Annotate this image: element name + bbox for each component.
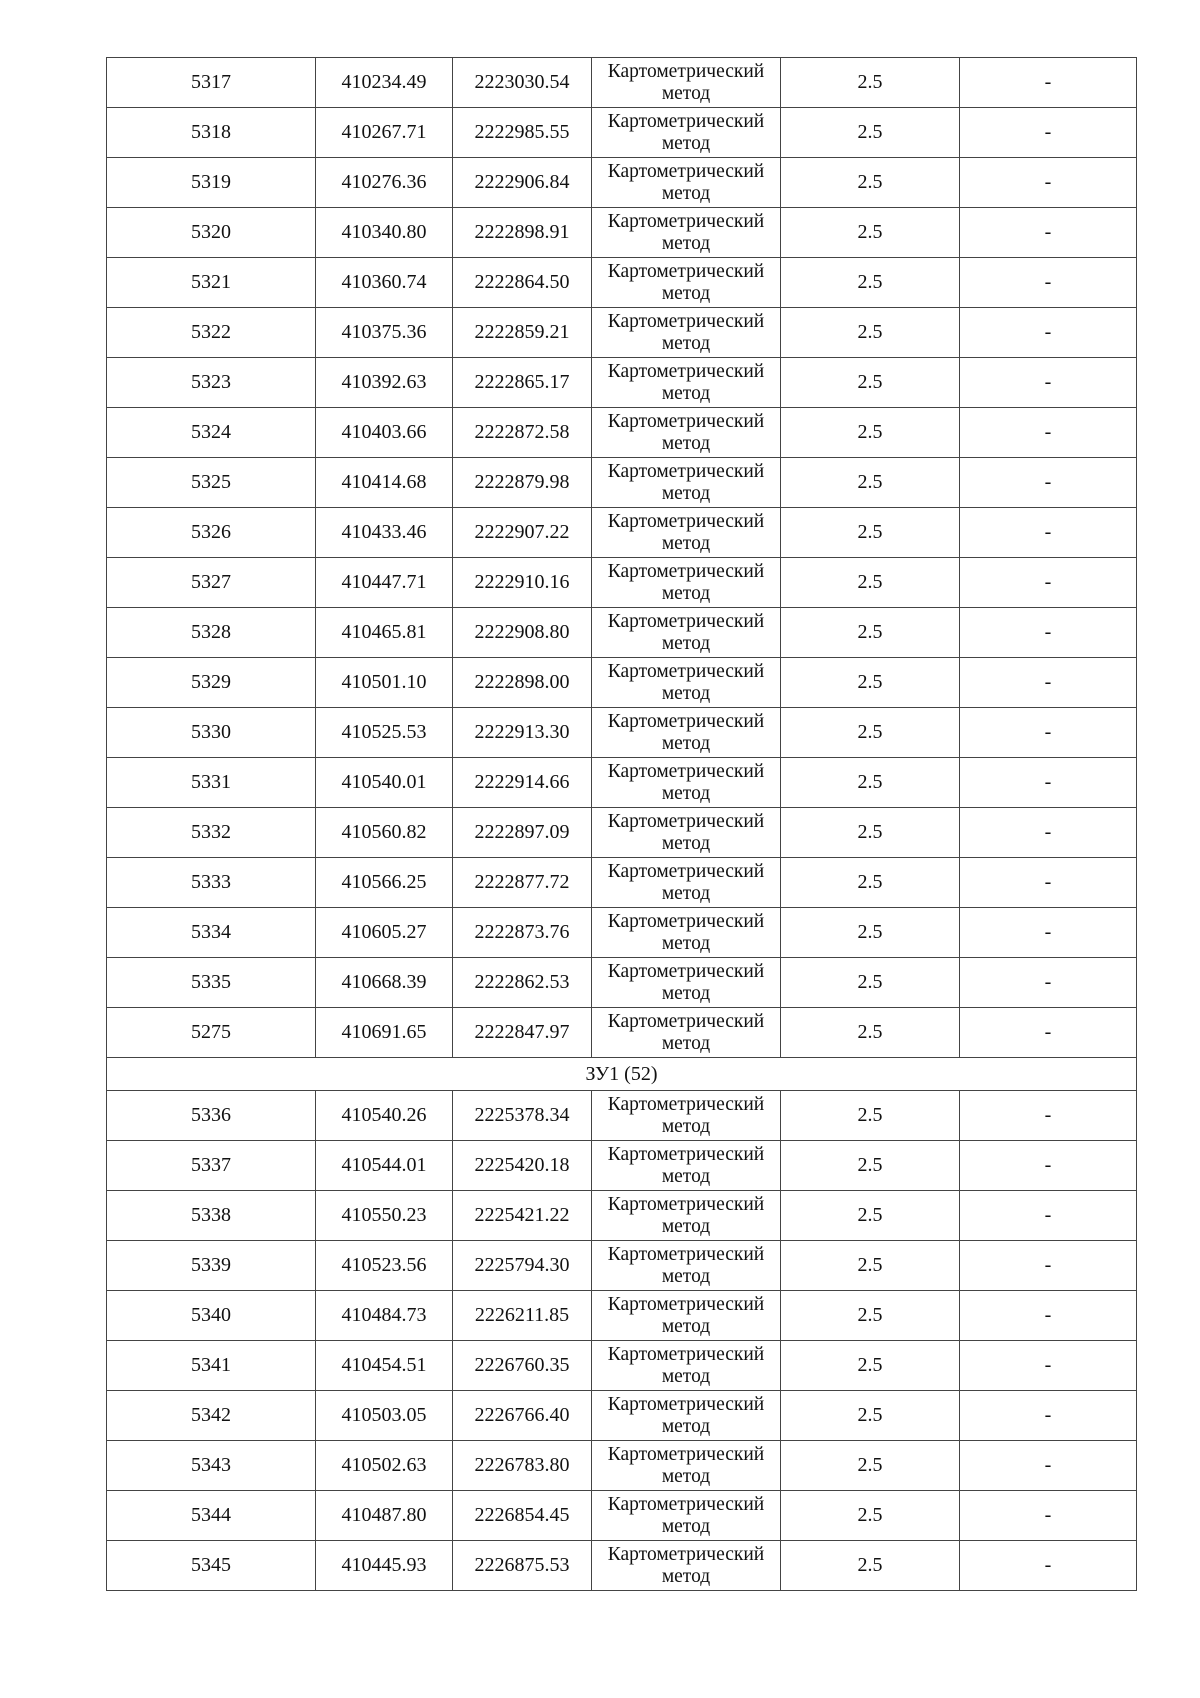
accuracy-cell: 2.5 <box>781 308 960 358</box>
x-coordinate-cell: 410544.01 <box>316 1141 453 1191</box>
y-coordinate-cell: 2222910.16 <box>453 558 592 608</box>
description-cell: - <box>960 708 1137 758</box>
method-cell: Картометрический метод <box>592 258 781 308</box>
x-coordinate-cell: 410375.36 <box>316 308 453 358</box>
accuracy-cell: 2.5 <box>781 708 960 758</box>
method-cell: Картометрический метод <box>592 558 781 608</box>
description-cell: - <box>960 408 1137 458</box>
x-coordinate-cell: 410501.10 <box>316 658 453 708</box>
method-cell: Картометрический метод <box>592 58 781 108</box>
point-number-cell: 5330 <box>107 708 316 758</box>
description-cell: - <box>960 1491 1137 1541</box>
section-title: ЗУ1 (52) <box>107 1058 1137 1091</box>
y-coordinate-cell: 2222859.21 <box>453 308 592 358</box>
x-coordinate-cell: 410560.82 <box>316 808 453 858</box>
method-cell: Картометрический метод <box>592 108 781 158</box>
x-coordinate-cell: 410276.36 <box>316 158 453 208</box>
description-cell: - <box>960 608 1137 658</box>
accuracy-cell: 2.5 <box>781 958 960 1008</box>
description-cell: - <box>960 1008 1137 1058</box>
accuracy-cell: 2.5 <box>781 1091 960 1141</box>
x-coordinate-cell: 410414.68 <box>316 458 453 508</box>
section-2-header <box>107 1058 1137 1091</box>
section-title-row <box>107 1058 1137 1091</box>
accuracy-cell: 2.5 <box>781 1291 960 1341</box>
method-cell: Картометрический метод <box>592 1008 781 1058</box>
description-cell: - <box>960 208 1137 258</box>
method-cell: Картометрический метод <box>592 1441 781 1491</box>
point-number-cell: 5345 <box>107 1541 316 1591</box>
description-cell: - <box>960 1541 1137 1591</box>
accuracy-cell: 2.5 <box>781 1541 960 1591</box>
x-coordinate-cell: 410605.27 <box>316 908 453 958</box>
point-number-cell: 5343 <box>107 1441 316 1491</box>
y-coordinate-cell: 2222862.53 <box>453 958 592 1008</box>
x-coordinate-cell: 410484.73 <box>316 1291 453 1341</box>
method-cell: Картометрический метод <box>592 308 781 358</box>
table-row <box>107 1091 1137 1141</box>
x-coordinate-cell: 410487.80 <box>316 1491 453 1541</box>
description-cell: - <box>960 558 1137 608</box>
table-row <box>107 258 1137 308</box>
y-coordinate-cell: 2222865.17 <box>453 358 592 408</box>
y-coordinate-cell: 2222898.91 <box>453 208 592 258</box>
method-cell: Картометрический метод <box>592 758 781 808</box>
method-cell: Картометрический метод <box>592 358 781 408</box>
accuracy-cell: 2.5 <box>781 408 960 458</box>
x-coordinate-cell: 410454.51 <box>316 1341 453 1391</box>
table-row <box>107 358 1137 408</box>
y-coordinate-cell: 2222897.09 <box>453 808 592 858</box>
table-row <box>107 1141 1137 1191</box>
description-cell: - <box>960 258 1137 308</box>
description-cell: - <box>960 808 1137 858</box>
table-row <box>107 1541 1137 1591</box>
accuracy-cell: 2.5 <box>781 858 960 908</box>
accuracy-cell: 2.5 <box>781 758 960 808</box>
x-coordinate-cell: 410525.53 <box>316 708 453 758</box>
table-row <box>107 108 1137 158</box>
method-cell: Картометрический метод <box>592 408 781 458</box>
description-cell: - <box>960 1441 1137 1491</box>
point-number-cell: 5326 <box>107 508 316 558</box>
point-number-cell: 5322 <box>107 308 316 358</box>
point-number-cell: 5328 <box>107 608 316 658</box>
x-coordinate-cell: 410502.63 <box>316 1441 453 1491</box>
x-coordinate-cell: 410267.71 <box>316 108 453 158</box>
table-row <box>107 808 1137 858</box>
description-cell: - <box>960 358 1137 408</box>
x-coordinate-cell: 410465.81 <box>316 608 453 658</box>
accuracy-cell: 2.5 <box>781 908 960 958</box>
table-row <box>107 408 1137 458</box>
table-row <box>107 458 1137 508</box>
point-number-cell: 5331 <box>107 758 316 808</box>
point-number-cell: 5317 <box>107 58 316 108</box>
x-coordinate-cell: 410447.71 <box>316 558 453 608</box>
y-coordinate-cell: 2225421.22 <box>453 1191 592 1241</box>
point-number-cell: 5342 <box>107 1391 316 1441</box>
table-row <box>107 1341 1137 1391</box>
table-row <box>107 508 1137 558</box>
x-coordinate-cell: 410234.49 <box>316 58 453 108</box>
accuracy-cell: 2.5 <box>781 108 960 158</box>
point-number-cell: 5344 <box>107 1491 316 1541</box>
point-number-cell: 5319 <box>107 158 316 208</box>
method-cell: Картометрический метод <box>592 1191 781 1241</box>
y-coordinate-cell: 2226854.45 <box>453 1491 592 1541</box>
section-1-body <box>107 58 1137 1058</box>
x-coordinate-cell: 410392.63 <box>316 358 453 408</box>
description-cell: - <box>960 308 1137 358</box>
description-cell: - <box>960 1391 1137 1441</box>
y-coordinate-cell: 2225794.30 <box>453 1241 592 1291</box>
point-number-cell: 5323 <box>107 358 316 408</box>
accuracy-cell: 2.5 <box>781 808 960 858</box>
y-coordinate-cell: 2222914.66 <box>453 758 592 808</box>
description-cell: - <box>960 58 1137 108</box>
point-number-cell: 5338 <box>107 1191 316 1241</box>
x-coordinate-cell: 410360.74 <box>316 258 453 308</box>
x-coordinate-cell: 410540.01 <box>316 758 453 808</box>
y-coordinate-cell: 2226766.40 <box>453 1391 592 1441</box>
point-number-cell: 5339 <box>107 1241 316 1291</box>
description-cell: - <box>960 1241 1137 1291</box>
y-coordinate-cell: 2226211.85 <box>453 1291 592 1341</box>
description-cell: - <box>960 1341 1137 1391</box>
method-cell: Картометрический метод <box>592 1241 781 1291</box>
description-cell: - <box>960 958 1137 1008</box>
accuracy-cell: 2.5 <box>781 358 960 408</box>
point-number-cell: 5320 <box>107 208 316 258</box>
accuracy-cell: 2.5 <box>781 1341 960 1391</box>
point-number-cell: 5321 <box>107 258 316 308</box>
point-number-cell: 5325 <box>107 458 316 508</box>
y-coordinate-cell: 2226875.53 <box>453 1541 592 1591</box>
y-coordinate-cell: 2223030.54 <box>453 58 592 108</box>
description-cell: - <box>960 908 1137 958</box>
point-number-cell: 5324 <box>107 408 316 458</box>
method-cell: Картометрический метод <box>592 1141 781 1191</box>
method-cell: Картометрический метод <box>592 608 781 658</box>
table-row <box>107 608 1137 658</box>
y-coordinate-cell: 2222879.98 <box>453 458 592 508</box>
y-coordinate-cell: 2222913.30 <box>453 708 592 758</box>
table-row <box>107 1241 1137 1291</box>
y-coordinate-cell: 2226783.80 <box>453 1441 592 1491</box>
method-cell: Картометрический метод <box>592 808 781 858</box>
x-coordinate-cell: 410503.05 <box>316 1391 453 1441</box>
description-cell: - <box>960 758 1137 808</box>
coordinates-table <box>106 57 1137 1591</box>
table-row <box>107 1291 1137 1341</box>
description-cell: - <box>960 158 1137 208</box>
y-coordinate-cell: 2222873.76 <box>453 908 592 958</box>
y-coordinate-cell: 2225378.34 <box>453 1091 592 1141</box>
point-number-cell: 5329 <box>107 658 316 708</box>
method-cell: Картометрический метод <box>592 458 781 508</box>
accuracy-cell: 2.5 <box>781 1391 960 1441</box>
x-coordinate-cell: 410523.56 <box>316 1241 453 1291</box>
description-cell: - <box>960 1291 1137 1341</box>
description-cell: - <box>960 658 1137 708</box>
y-coordinate-cell: 2222847.97 <box>453 1008 592 1058</box>
table-row <box>107 158 1137 208</box>
method-cell: Картометрический метод <box>592 508 781 558</box>
point-number-cell: 5332 <box>107 808 316 858</box>
table-row <box>107 858 1137 908</box>
table-row <box>107 1441 1137 1491</box>
method-cell: Картометрический метод <box>592 1091 781 1141</box>
point-number-cell: 5327 <box>107 558 316 608</box>
method-cell: Картометрический метод <box>592 1391 781 1441</box>
y-coordinate-cell: 2222898.00 <box>453 658 592 708</box>
method-cell: Картометрический метод <box>592 658 781 708</box>
accuracy-cell: 2.5 <box>781 1141 960 1191</box>
accuracy-cell: 2.5 <box>781 1008 960 1058</box>
x-coordinate-cell: 410340.80 <box>316 208 453 258</box>
table-row <box>107 1008 1137 1058</box>
table-row <box>107 558 1137 608</box>
table-row <box>107 908 1137 958</box>
y-coordinate-cell: 2226760.35 <box>453 1341 592 1391</box>
description-cell: - <box>960 1191 1137 1241</box>
section-2-body <box>107 1091 1137 1591</box>
x-coordinate-cell: 410668.39 <box>316 958 453 1008</box>
description-cell: - <box>960 858 1137 908</box>
accuracy-cell: 2.5 <box>781 508 960 558</box>
accuracy-cell: 2.5 <box>781 208 960 258</box>
point-number-cell: 5318 <box>107 108 316 158</box>
point-number-cell: 5340 <box>107 1291 316 1341</box>
method-cell: Картометрический метод <box>592 908 781 958</box>
accuracy-cell: 2.5 <box>781 158 960 208</box>
description-cell: - <box>960 108 1137 158</box>
x-coordinate-cell: 410550.23 <box>316 1191 453 1241</box>
accuracy-cell: 2.5 <box>781 1191 960 1241</box>
description-cell: - <box>960 1091 1137 1141</box>
y-coordinate-cell: 2222985.55 <box>453 108 592 158</box>
method-cell: Картометрический метод <box>592 1341 781 1391</box>
x-coordinate-cell: 410540.26 <box>316 1091 453 1141</box>
x-coordinate-cell: 410445.93 <box>316 1541 453 1591</box>
accuracy-cell: 2.5 <box>781 458 960 508</box>
y-coordinate-cell: 2222908.80 <box>453 608 592 658</box>
point-number-cell: 5336 <box>107 1091 316 1141</box>
table-row <box>107 658 1137 708</box>
point-number-cell: 5334 <box>107 908 316 958</box>
table-row <box>107 1191 1137 1241</box>
accuracy-cell: 2.5 <box>781 1441 960 1491</box>
accuracy-cell: 2.5 <box>781 658 960 708</box>
description-cell: - <box>960 508 1137 558</box>
method-cell: Картометрический метод <box>592 1491 781 1541</box>
description-cell: - <box>960 458 1137 508</box>
table-row <box>107 758 1137 808</box>
table-row <box>107 958 1137 1008</box>
table-row <box>107 1391 1137 1441</box>
point-number-cell: 5333 <box>107 858 316 908</box>
method-cell: Картометрический метод <box>592 858 781 908</box>
table-row <box>107 1491 1137 1541</box>
method-cell: Картометрический метод <box>592 1541 781 1591</box>
table-row <box>107 58 1137 108</box>
accuracy-cell: 2.5 <box>781 258 960 308</box>
accuracy-cell: 2.5 <box>781 1241 960 1291</box>
x-coordinate-cell: 410403.66 <box>316 408 453 458</box>
x-coordinate-cell: 410691.65 <box>316 1008 453 1058</box>
x-coordinate-cell: 410566.25 <box>316 858 453 908</box>
point-number-cell: 5341 <box>107 1341 316 1391</box>
y-coordinate-cell: 2222872.58 <box>453 408 592 458</box>
x-coordinate-cell: 410433.46 <box>316 508 453 558</box>
method-cell: Картометрический метод <box>592 708 781 758</box>
point-number-cell: 5335 <box>107 958 316 1008</box>
y-coordinate-cell: 2225420.18 <box>453 1141 592 1191</box>
method-cell: Картометрический метод <box>592 208 781 258</box>
point-number-cell: 5275 <box>107 1008 316 1058</box>
method-cell: Картометрический метод <box>592 158 781 208</box>
accuracy-cell: 2.5 <box>781 58 960 108</box>
y-coordinate-cell: 2222906.84 <box>453 158 592 208</box>
table-row <box>107 208 1137 258</box>
y-coordinate-cell: 2222907.22 <box>453 508 592 558</box>
accuracy-cell: 2.5 <box>781 608 960 658</box>
method-cell: Картометрический метод <box>592 1291 781 1341</box>
y-coordinate-cell: 2222864.50 <box>453 258 592 308</box>
accuracy-cell: 2.5 <box>781 1491 960 1541</box>
accuracy-cell: 2.5 <box>781 558 960 608</box>
y-coordinate-cell: 2222877.72 <box>453 858 592 908</box>
point-number-cell: 5337 <box>107 1141 316 1191</box>
method-cell: Картометрический метод <box>592 958 781 1008</box>
table-row <box>107 708 1137 758</box>
table-row <box>107 308 1137 358</box>
description-cell: - <box>960 1141 1137 1191</box>
